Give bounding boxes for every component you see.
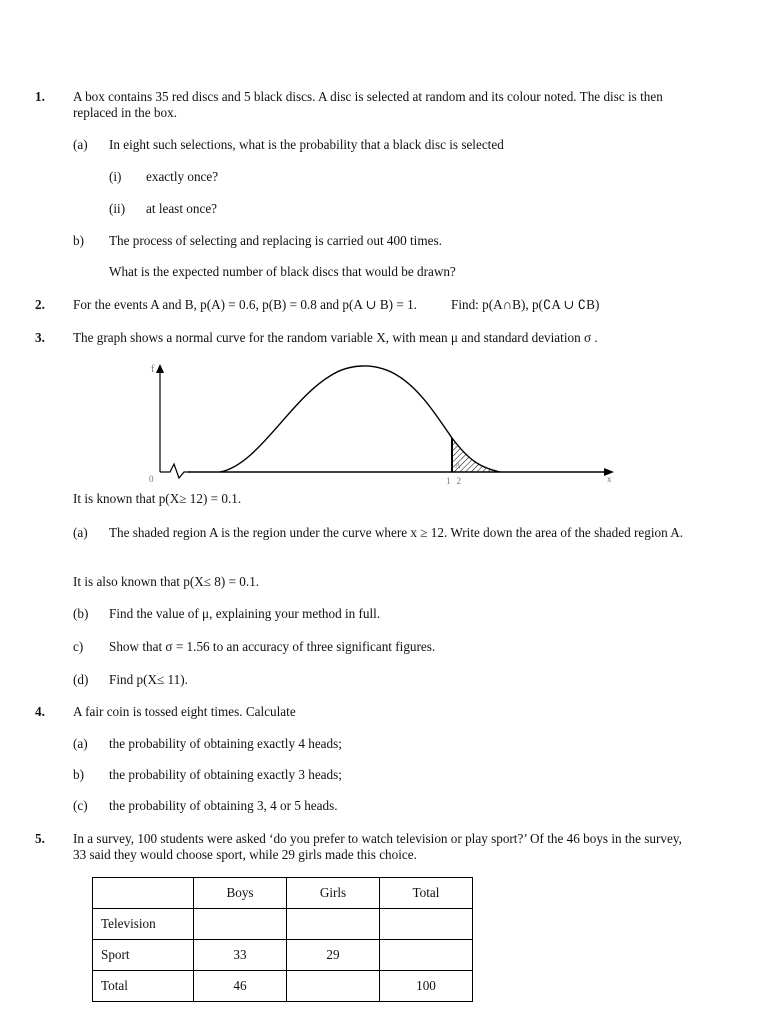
y-axis-label: f [151, 364, 155, 375]
question-2-find: Find: p(A∩B), p(∁A ∪ ∁B) [451, 297, 600, 312]
question-2-number: 2. [35, 297, 45, 312]
question-4-number: 4. [35, 704, 45, 719]
table-cell [287, 909, 380, 940]
table-header-cell: Total [380, 878, 473, 909]
question-1-number: 1. [35, 89, 45, 104]
question-3b-text: Find the value of μ, explaining your method in full. [109, 606, 381, 621]
question-1a-text: In eight such selections, what is the probability that a black disc is selected [109, 137, 504, 152]
question-3-intro: The graph shows a normal curve for the random variable X, with mean μ and standard deviation σ . [73, 330, 598, 345]
question-4c-text: the probability of obtaining 3, 4 or 5 heads. [109, 798, 338, 813]
question-3a-text: The shaded region A is the region under the curve where x ≥ 12. Write down the area of the shaded region A. [109, 525, 684, 540]
table-cell: 29 [287, 940, 380, 971]
x-axis-break [160, 464, 190, 478]
question-4b-text: the probability of obtaining exactly 3 heads; [109, 767, 342, 782]
question-3a-label: (a) [73, 525, 88, 540]
origin-label: 0 [149, 474, 154, 484]
question-5-number: 5. [35, 831, 45, 846]
table-cell [287, 971, 380, 1002]
question-1a-label: (a) [73, 137, 88, 152]
table-row [93, 909, 473, 940]
y-axis-arrow-icon [156, 364, 164, 373]
question-3b-label: (b) [73, 606, 89, 621]
table-row [93, 940, 473, 971]
table-cell [194, 909, 287, 940]
question-4a-text: the probability of obtaining exactly 4 heads; [109, 736, 342, 751]
table-cell: 33 [194, 940, 287, 971]
table-cell: 46 [194, 971, 287, 1002]
question-1-text: A box contains 35 red discs and 5 black discs. A disc is selected at random and its colour noted. The disc is then replaced in the box. [73, 89, 663, 120]
question-1b-label: b) [73, 233, 84, 248]
question-4c-label: (c) [73, 798, 88, 813]
table-header-cell [93, 878, 194, 909]
table-row [93, 971, 473, 1002]
question-3d-label: (d) [73, 672, 89, 687]
tick-label-12: 12 [446, 476, 467, 486]
question-1b-text-2: What is the expected number of black discs that would be drawn? [109, 264, 456, 279]
table-cell: Television [93, 909, 194, 940]
survey-table [92, 877, 473, 1002]
question-4b-label: b) [73, 767, 84, 782]
question-3c-label: c) [73, 639, 84, 654]
question-3-known-1: It is known that p(X≥ 12) = 0.1. [73, 491, 242, 506]
table-header-row [93, 878, 473, 909]
question-1a-ii-label: (ii) [109, 201, 126, 216]
table-cell [380, 940, 473, 971]
question-5-text: In a survey, 100 students were asked ‘do you prefer to watch television or play sport?’ Of the 46 boys in the survey, 33 said they would choose sport, while 29 girls made this choice. [73, 831, 682, 862]
table-cell: Total [93, 971, 194, 1002]
question-4-text: A fair coin is tossed eight times. Calculate [73, 704, 296, 719]
x-axis-label: x [607, 474, 612, 484]
question-1b-text: The process of selecting and replacing is carried out 400 times. [109, 233, 442, 248]
question-1a-i-text: exactly once? [146, 169, 219, 184]
question-3c-text: Show that σ = 1.56 to an accuracy of three significant figures. [109, 639, 436, 654]
question-1a-ii-text: at least once? [146, 201, 218, 216]
table-cell: Sport [93, 940, 194, 971]
question-3d-text: Find p(X≤ 11). [109, 672, 188, 687]
table-header-cell: Girls [287, 878, 380, 909]
question-3-known-2: It is also known that p(X≤ 8) = 0.1. [73, 574, 260, 589]
table-cell: 100 [380, 971, 473, 1002]
table-cell [380, 909, 473, 940]
question-3-number: 3. [35, 330, 45, 345]
normal-curve-graph [0, 360, 768, 490]
question-2-text: For the events A and B, p(A) = 0.6, p(B) = 0.8 and p(A ∪ B) = 1. [73, 297, 417, 312]
table-header-cell: Boys [194, 878, 287, 909]
question-4a-label: (a) [73, 736, 88, 751]
shade-label: A [455, 461, 461, 470]
question-1a-i-label: (i) [109, 169, 122, 184]
